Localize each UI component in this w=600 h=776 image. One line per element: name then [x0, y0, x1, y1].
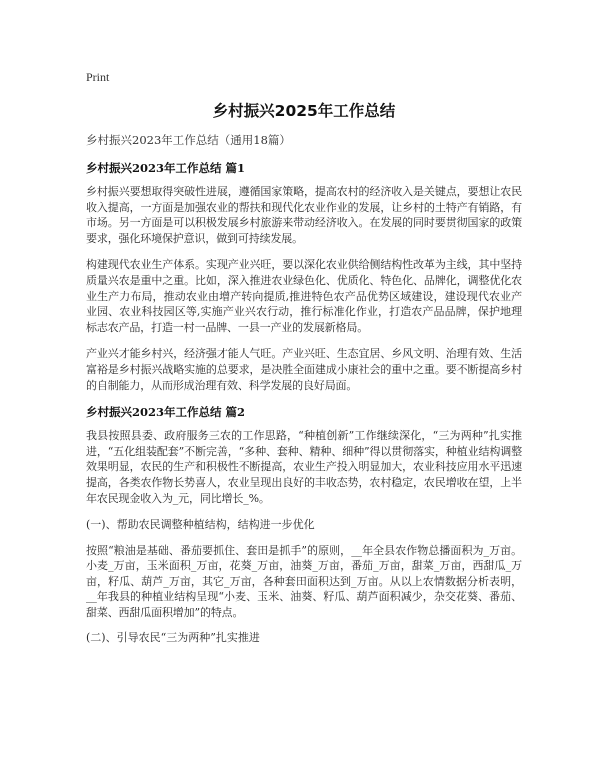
section-heading-1: 乡村振兴2023年工作总结 篇1: [86, 161, 246, 175]
section-2-item-1-heading: (一)、帮助农民调整种植结构，结构进一步优化: [86, 518, 315, 532]
section-2-paragraph-1: 我县按照县委、政府服务三农的工作思路，“种植创新”工作继续深化，“三为两种”扎实推进，“五化组装配套”不断完善，“多种、套种、精种、细种”得以贯彻落实，种植业结构调整效果明显，农民的生产和积极性不断提高，农业生产投入明显加大，农业科技应用水平迅速提高，各类农作物长势喜人，农业呈现出良好的丰收态势，农村稳定，农民增收在望，上半年农民现金收入为_元，同比增长_%。: [86, 429, 522, 505]
section-2-item-1-paragraph: 按照“粮油是基础、番茄要抓住、套田是抓手”的原则，__年全县农作物总播面积为_万亩。小麦_万亩，玉米面积_万亩，花葵_万亩，油葵_万亩，番茄_万亩，甜菜_万亩，西甜瓜_万亩，籽瓜、葫芦_万亩，其它_万亩，各种套田面积达到_万亩。从以上农情数据分析表明，__年我县的种植业结构呈现“小麦、玉米、油葵、籽瓜、葫芦面积减少，杂交花葵、番茄、甜菜、西甜瓜面积增加”的特点。: [86, 543, 522, 620]
section-1-paragraph-2: 构建现代农业生产体系。实现产业兴旺，要以深化农业供给侧结构性改革为主线，其中坚持质量兴农是重中之重。比如，深入推进农业绿色化、优质化、特色化、品牌化，调整优化农业生产力布局，推动农业由增产转向提质,推进特色农产品优势区域建设，建设现代农业产业园、农业科技园区等,实施产业兴农行动，推行标准化作业，打造农产品品牌，保护地理标志农产品，打造一村一品牌、一县一产业的发展新格局。: [86, 258, 522, 334]
print-link[interactable]: Print: [86, 70, 110, 84]
section-heading-2: 乡村振兴2023年工作总结 篇2: [86, 405, 246, 420]
page-title: 乡村振兴2025年工作总结: [212, 102, 396, 120]
document-subtitle: 乡村振兴2023年工作总结（通用18篇）: [86, 133, 291, 147]
section-1-paragraph-1: 乡村振兴要想取得突破性进展，遵循国家策略，提高农村的经济收入是关键点，要想让农民收入提高，一方面是加强农业的帮扶和现代化农业作业的发展，让乡村的土特产有销路，有市场。另一方面是可以积极发展乡村旅游来带动经济收入。在发展的同时要贯彻国家的政策要求，强化环境保护意识，做到可持续发展。: [86, 185, 522, 245]
section-2-item-2-heading: (二)、引导农民“三为两种”扎实推进: [86, 630, 260, 644]
section-1-paragraph-3: 产业兴才能乡村兴，经济强才能人气旺。产业兴旺、生态宜居、乡风文明、治理有效、生活富裕是乡村振兴战略实施的总要求，是决胜全面建成小康社会的重中之重。要不断提高乡村的自制能力，从而形成治理有效、科学发展的良好局面。: [86, 347, 522, 392]
